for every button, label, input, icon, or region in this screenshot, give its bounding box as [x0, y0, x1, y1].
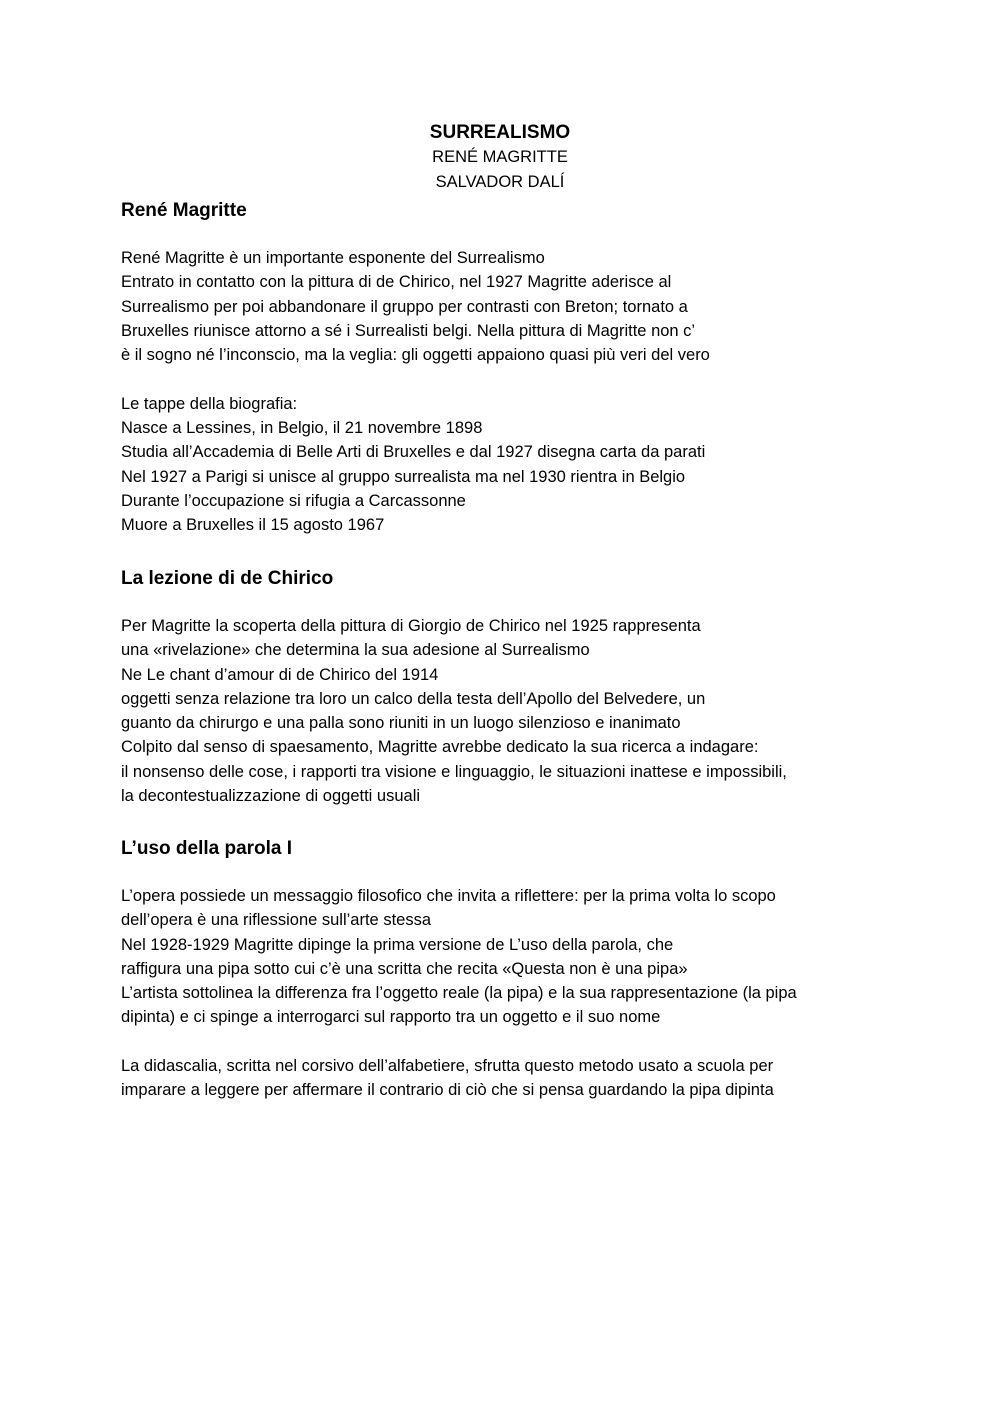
text-line: Nel 1927 a Parigi si unisce al gruppo surrealista ma nel 1930 rientra in Belgio [121, 467, 686, 486]
text-line: Surrealismo per poi abbandonare il gruppo per contrasti con Breton; tornato a [121, 297, 688, 316]
text-line: dipinta) e ci spinge a interrogarci sul rapporto tra un oggetto e il suo nome [121, 1008, 661, 1027]
text-line: è il sogno né l’inconscio, ma la veglia: gli oggetti appaiono quasi più veri del vero [121, 346, 710, 365]
section-body [121, 614, 901, 808]
section-heading: La lezione di de Chirico [121, 568, 334, 589]
text-line: una «rivelazione» che determina la sua adesione al Surrealismo [121, 641, 590, 660]
title-block [0, 121, 1000, 195]
text-line: René Magritte è un importante esponente del Surrealismo [121, 249, 545, 267]
document-subtitle: SALVADOR DALÍ [435, 173, 565, 191]
text-line: Muore a Bruxelles il 15 agosto 1967 [121, 516, 385, 535]
text-line: Durante l’occupazione si rifugia a Carcassonne [121, 491, 466, 510]
text-line: Bruxelles riunisce attorno a sé i Surrealisti belgi. Nella pittura di Magritte non c’ [121, 321, 696, 340]
text-line: il nonsenso delle cose, i rapporti tra visione e linguaggio, le situazioni inattese e impossibili, [121, 762, 787, 781]
text-line: Le tappe della biografia: [121, 394, 298, 413]
section-rene-magritte [121, 199, 901, 538]
text-line: la decontestualizzazione di oggetti usuali [121, 787, 421, 806]
section-body [121, 884, 901, 1103]
text-line: Per Magritte la scoperta della pittura di Giorgio de Chirico nel 1925 rappresenta [121, 617, 701, 635]
text-line: Nel 1928-1929 Magritte dipinge la prima versione de L’uso della parola, che [121, 935, 674, 954]
text-line: guanto da chirurgo e una palla sono riuniti in un luogo silenzioso e inanimato [121, 714, 681, 733]
section-heading: René Magritte [121, 200, 247, 221]
text-line: L’artista sottolinea la differenza fra l’oggetto reale (la pipa) e la sua rappresentazione (la pipa [121, 984, 797, 1003]
document-subtitle: RENÉ MAGRITTE [432, 148, 568, 166]
document-title: SURREALISMO [429, 122, 571, 143]
text-line: Nasce a Lessines, in Belgio, il 21 novembre 1898 [121, 419, 483, 438]
text-line: Ne Le chant d’amour di de Chirico del 1914 [121, 665, 439, 684]
text-line: raffigura una pipa sotto cui c’è una scritta che recita «Questa non è una pipa» [121, 959, 688, 978]
text-line: Colpito dal senso di spaesamento, Magritte avrebbe dedicato la sua ricerca a indagare: [121, 738, 759, 757]
section-body [121, 246, 901, 538]
text-line: oggetti senza relazione tra loro un calco della testa dell’Apollo del Belvedere, un [121, 689, 706, 708]
text-line: dell’opera è una riflessione sull’arte stessa [121, 911, 432, 930]
text-line: L’opera possiede un messaggio filosofico che invita a riflettere: per la prima volta lo scopo [121, 887, 776, 905]
text-line: La didascalia, scritta nel corsivo dell’alfabetiere, sfrutta questo metodo usato a scuola per [121, 1057, 774, 1076]
section-uso-della-parola [121, 837, 901, 1103]
text-line: imparare a leggere per affermare il contrario di ciò che si pensa guardando la pipa dipinta [121, 1081, 774, 1100]
text-line: Studia all’Accademia di Belle Arti di Bruxelles e dal 1927 disegna carta da parati [121, 443, 706, 462]
section-heading: L’uso della parola I [121, 838, 293, 859]
text-line: Entrato in contatto con la pittura di de Chirico, nel 1927 Magritte aderisce al [121, 273, 672, 292]
section-lezione-de-chirico [121, 567, 901, 808]
